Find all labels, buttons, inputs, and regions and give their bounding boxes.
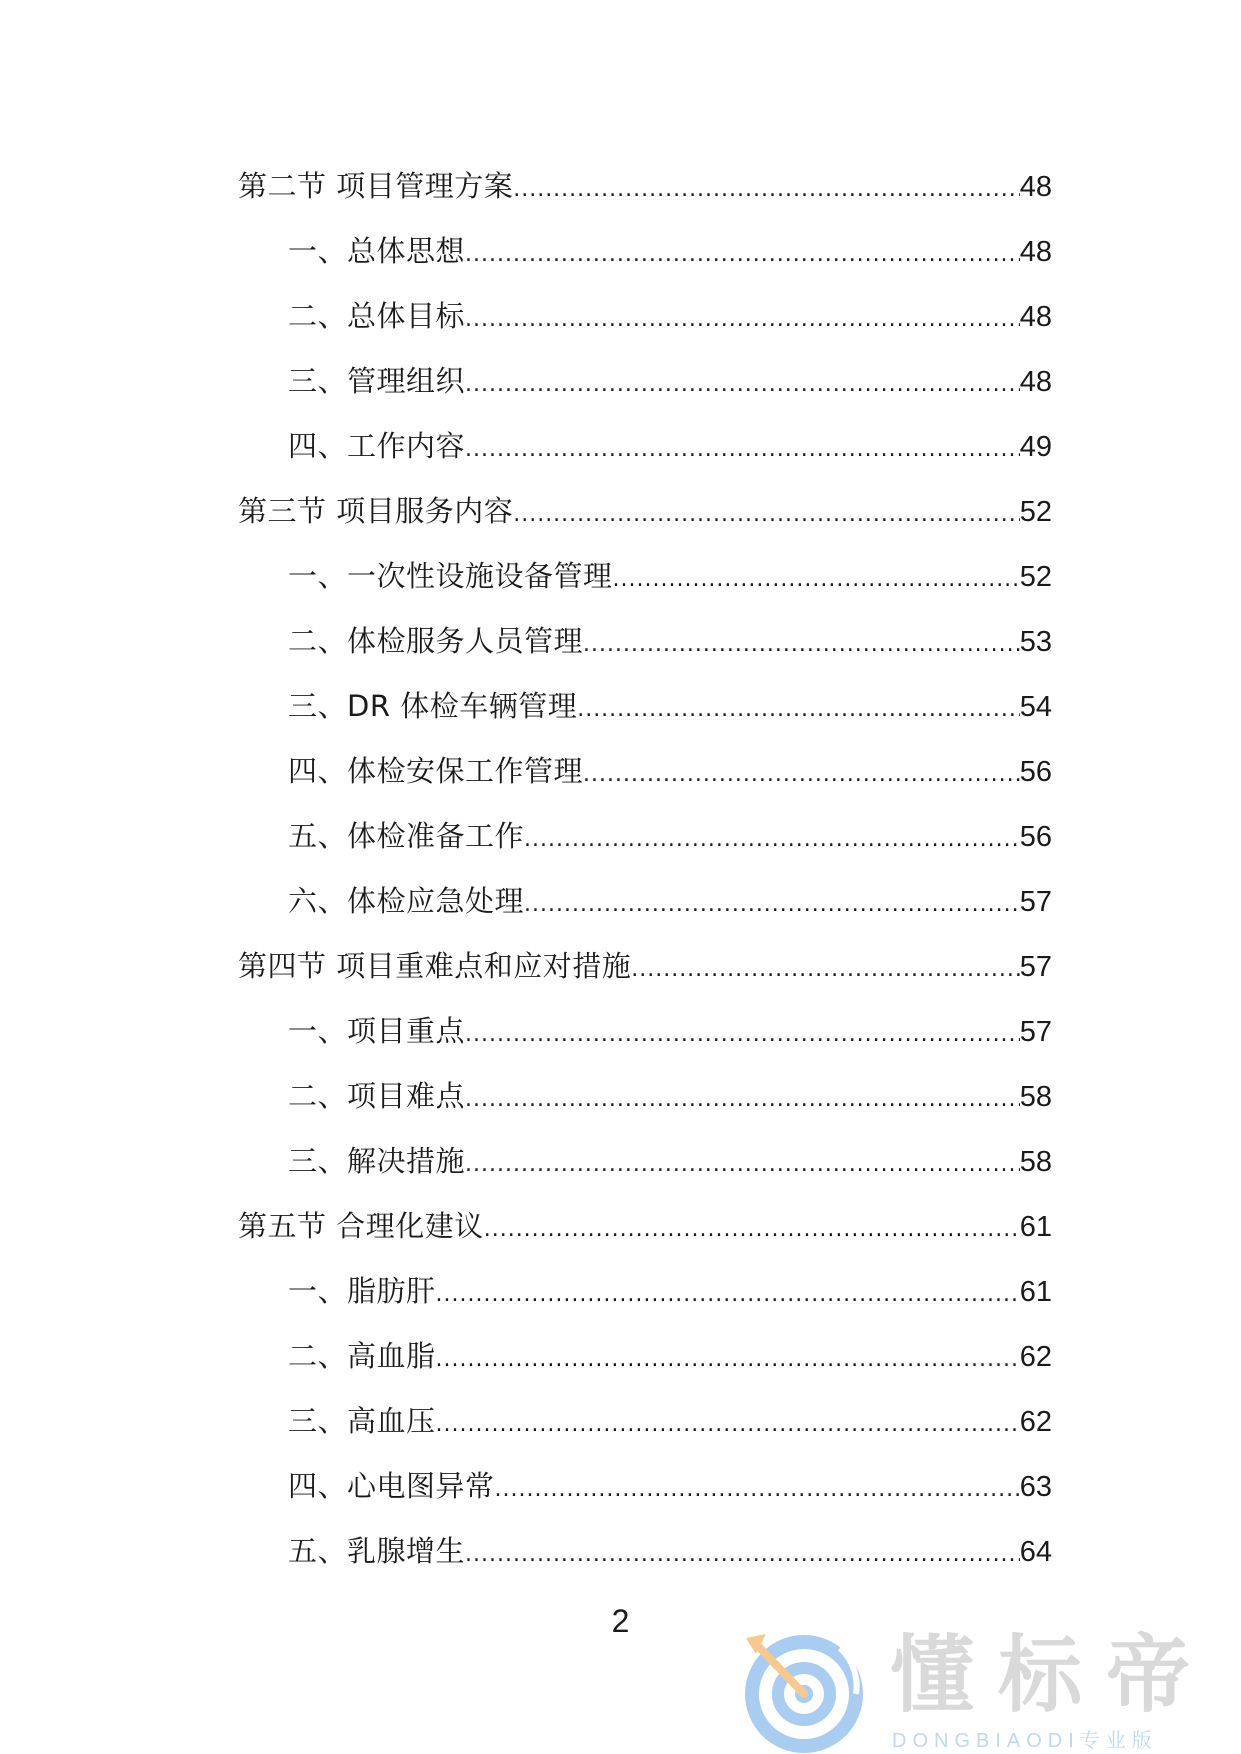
toc-dot-leader <box>465 235 1020 275</box>
toc-entry-title: 二、项目难点 <box>288 1079 466 1113</box>
toc-entry-title: 第四节 项目重难点和应对措施 <box>238 949 632 983</box>
toc-subsection-entry[interactable] <box>238 296 1052 361</box>
toc-dot-leader <box>465 430 1020 470</box>
toc-subsection-entry[interactable] <box>238 686 1052 751</box>
toc-entry-page-number: 56 <box>1019 821 1052 853</box>
toc-dot-leader <box>577 690 1020 730</box>
toc-entry-page-number: 61 <box>1019 1276 1052 1308</box>
toc-subsection-entry[interactable] <box>238 1011 1052 1076</box>
toc-section-entry[interactable] <box>238 946 1052 1011</box>
toc-dot-leader <box>465 300 1020 340</box>
toc-entry-page-number: 62 <box>1019 1341 1052 1373</box>
watermark <box>740 1628 1230 1754</box>
toc-dot-leader <box>465 1015 1020 1055</box>
toc-entry-page-number: 64 <box>1019 1536 1052 1568</box>
toc-subsection-entry[interactable] <box>238 881 1052 946</box>
toc-subsection-entry[interactable] <box>238 1336 1052 1401</box>
toc-entry-title: 二、体检服务人员管理 <box>288 624 584 658</box>
toc-dot-leader <box>583 755 1020 795</box>
page-number: 2 <box>611 1603 630 1639</box>
toc-dot-leader <box>465 1145 1020 1185</box>
toc-entry-page-number: 57 <box>1019 886 1052 918</box>
toc-entry-title: 五、乳腺增生 <box>288 1534 466 1568</box>
toc-dot-leader <box>513 170 1020 210</box>
toc-entry-page-number: 48 <box>1019 301 1052 333</box>
toc-subsection-entry[interactable] <box>238 556 1052 621</box>
toc-entry-title: 第三节 项目服务内容 <box>238 494 514 528</box>
toc-entry-page-number: 62 <box>1019 1406 1052 1438</box>
toc-subsection-entry[interactable] <box>238 1141 1052 1206</box>
toc-subsection-entry[interactable] <box>238 1401 1052 1466</box>
toc-entry-title: 二、总体目标 <box>288 299 466 333</box>
toc-dot-leader <box>583 625 1020 665</box>
toc-dot-leader <box>436 1340 1020 1380</box>
toc-entry-page-number: 54 <box>1019 691 1052 723</box>
toc-entry-page-number: 58 <box>1019 1146 1052 1178</box>
toc-entry-page-number: 48 <box>1019 366 1052 398</box>
toc-section-entry[interactable] <box>238 491 1052 556</box>
toc-subsection-entry[interactable] <box>238 751 1052 816</box>
toc-entry-page-number: 48 <box>1019 171 1052 203</box>
toc-entry-page-number: 48 <box>1019 236 1052 268</box>
toc-entry-title: 三、DR 体检车辆管理 <box>288 689 578 723</box>
toc-entry-page-number: 58 <box>1019 1081 1052 1113</box>
toc-entry-title: 六、体检应急处理 <box>288 884 525 918</box>
toc-entry-title: 四、工作内容 <box>288 429 466 463</box>
toc-entry-title: 四、心电图异常 <box>288 1469 495 1503</box>
toc-dot-leader <box>524 885 1020 925</box>
toc-entry-page-number: 57 <box>1019 1016 1052 1048</box>
toc-subsection-entry[interactable] <box>238 361 1052 426</box>
toc-entry-title: 一、总体思想 <box>288 234 466 268</box>
toc-subsection-entry[interactable] <box>238 426 1052 491</box>
watermark-subtitle: DONGBIAODI专业版 <box>892 1730 1158 1752</box>
toc-entry-title: 四、体检安保工作管理 <box>288 754 584 788</box>
toc-dot-leader <box>513 495 1020 535</box>
toc-entry-page-number: 61 <box>1019 1211 1052 1243</box>
toc-section-entry[interactable] <box>238 1206 1052 1271</box>
table-of-contents <box>238 166 1052 1596</box>
toc-subsection-entry[interactable] <box>238 231 1052 296</box>
toc-dot-leader <box>631 950 1020 990</box>
toc-entry-page-number: 49 <box>1019 431 1052 463</box>
toc-entry-page-number: 57 <box>1019 951 1052 983</box>
toc-subsection-entry[interactable] <box>238 1466 1052 1531</box>
toc-entry-title: 五、体检准备工作 <box>288 819 525 853</box>
toc-entry-title: 三、管理组织 <box>288 364 466 398</box>
toc-dot-leader <box>465 365 1020 405</box>
toc-dot-leader <box>465 1080 1020 1120</box>
toc-dot-leader <box>495 1470 1020 1510</box>
toc-entry-title: 一、一次性设施设备管理 <box>288 559 613 593</box>
toc-subsection-entry[interactable] <box>238 1271 1052 1336</box>
toc-section-entry[interactable] <box>238 166 1052 231</box>
watermark-brand-name: 懂标帝 <box>890 1626 1215 1724</box>
toc-subsection-entry[interactable] <box>238 621 1052 686</box>
toc-entry-title: 三、高血压 <box>288 1404 436 1438</box>
toc-entry-page-number: 52 <box>1019 561 1052 593</box>
target-arrow-logo-icon <box>740 1628 870 1754</box>
toc-entry-title: 一、脂肪肝 <box>288 1274 436 1308</box>
toc-dot-leader <box>484 1210 1020 1250</box>
toc-entry-title: 一、项目重点 <box>288 1014 466 1048</box>
toc-entry-title: 三、解决措施 <box>288 1144 466 1178</box>
toc-entry-page-number: 52 <box>1019 496 1052 528</box>
toc-dot-leader <box>613 560 1020 600</box>
toc-entry-title: 第二节 项目管理方案 <box>238 169 514 203</box>
toc-entry-page-number: 63 <box>1019 1471 1052 1503</box>
toc-dot-leader <box>436 1275 1020 1315</box>
toc-entry-page-number: 53 <box>1019 626 1052 658</box>
toc-subsection-entry[interactable] <box>238 1531 1052 1596</box>
toc-entry-page-number: 56 <box>1019 756 1052 788</box>
toc-dot-leader <box>465 1535 1020 1575</box>
toc-entry-title: 二、高血脂 <box>288 1339 436 1373</box>
toc-dot-leader <box>524 820 1020 860</box>
toc-entry-title: 第五节 合理化建议 <box>238 1209 484 1243</box>
toc-dot-leader <box>436 1405 1020 1445</box>
toc-subsection-entry[interactable] <box>238 816 1052 881</box>
toc-subsection-entry[interactable] <box>238 1076 1052 1141</box>
